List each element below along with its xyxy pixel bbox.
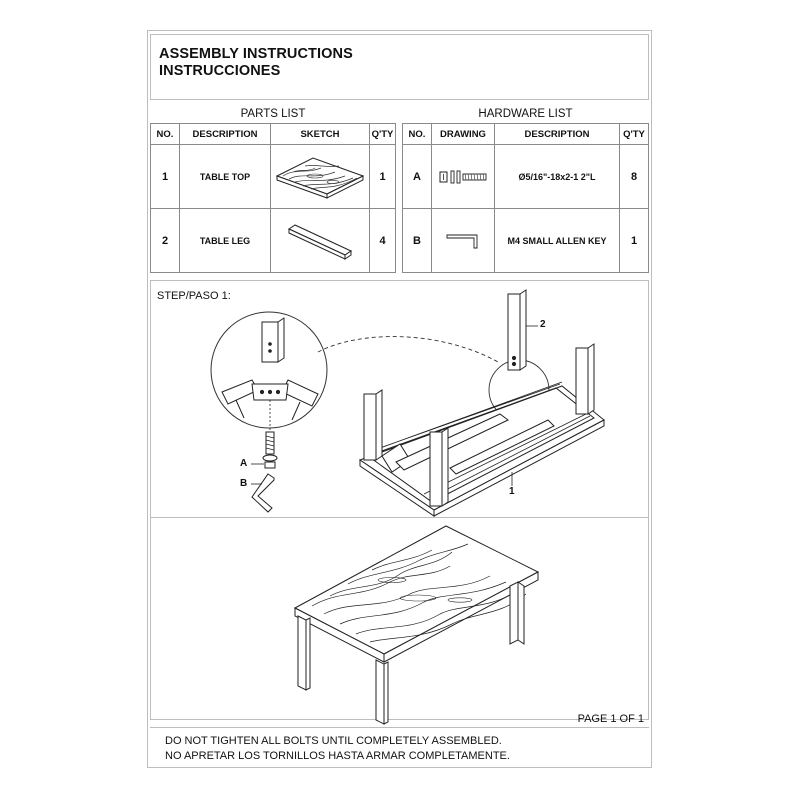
note-english: DO NOT TIGHTEN ALL BOLTS UNTIL COMPLETELY ASSEMBLED.: [165, 735, 502, 747]
parts-list-heading: PARTS LIST: [240, 108, 306, 120]
col-no: NO.: [403, 124, 432, 145]
title-english: ASSEMBLY INSTRUCTIONS: [159, 46, 353, 62]
part-qty: 1: [370, 145, 396, 209]
part-no: 2: [151, 209, 180, 273]
col-no: NO.: [151, 124, 180, 145]
part-no: 1: [151, 145, 180, 209]
hardware-description: Ø5/16"-18x2-1 2"L: [495, 145, 620, 209]
detail-leg: [262, 318, 284, 362]
col-description: DESCRIPTION: [180, 124, 271, 145]
part-description: TABLE LEG: [180, 209, 271, 273]
col-description: DESCRIPTION: [495, 124, 620, 145]
assembly-note: [165, 734, 510, 764]
part-description: TABLE TOP: [180, 145, 271, 209]
callout-b: B: [240, 478, 248, 489]
detail-connector: [318, 337, 498, 362]
callout-1: 1: [509, 486, 515, 497]
page-number: PAGE 1 OF 1: [577, 713, 644, 725]
col-sketch: SKETCH: [271, 124, 370, 145]
note-spanish: NO APRETAR LOS TORNILLOS HASTA ARMAR COMPLETAMENTE.: [165, 750, 510, 762]
hardware-list-heading: HARDWARE LIST: [478, 108, 573, 120]
allen-key-icon: [252, 474, 274, 512]
col-qty: Q'TY: [370, 124, 396, 145]
assembled-table: [295, 526, 538, 724]
step-label: STEP/PASO 1:: [157, 290, 231, 302]
hardware-qty: 8: [620, 145, 649, 209]
hardware-no: B: [403, 209, 432, 273]
hardware-description: M4 SMALL ALLEN KEY: [495, 209, 620, 273]
part-qty: 4: [370, 209, 396, 273]
hardware-qty: 1: [620, 209, 649, 273]
title-spanish: INSTRUCCIONES: [159, 63, 281, 79]
callout-2: 2: [540, 319, 546, 330]
col-qty: Q'TY: [620, 124, 649, 145]
inverted-table: [360, 290, 604, 516]
callout-a: A: [240, 458, 248, 469]
hardware-no: A: [403, 145, 432, 209]
col-drawing: DRAWING: [432, 124, 495, 145]
